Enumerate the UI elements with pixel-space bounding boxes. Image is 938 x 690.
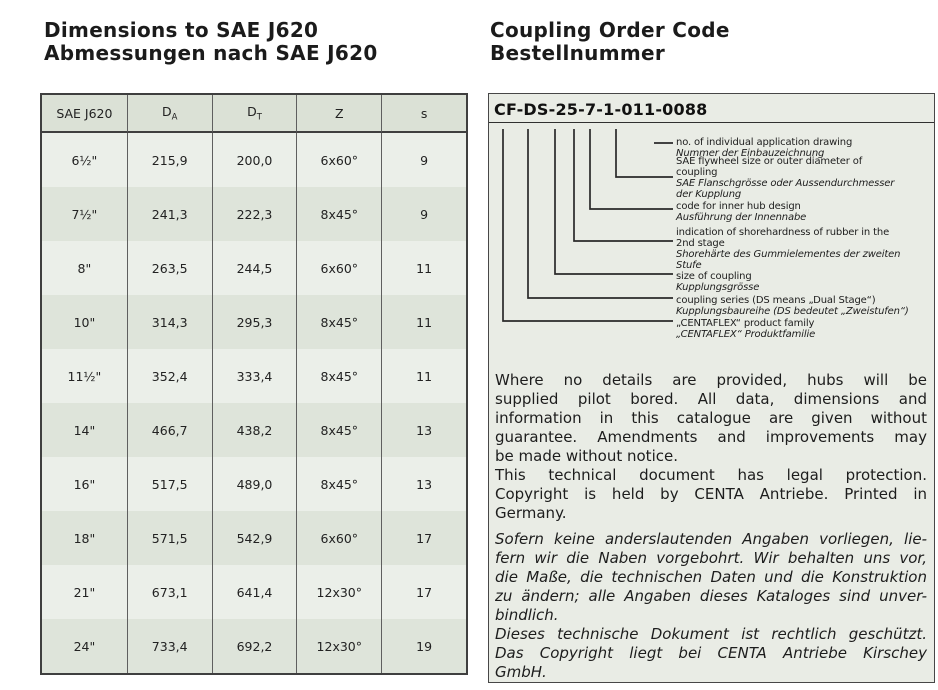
left-title-english: Dimensions to SAE J620 <box>44 18 319 42</box>
table-cell: 17 <box>381 565 466 619</box>
table-cell: 8x45° <box>296 349 381 403</box>
notice-line: zu ändern; alle Angaben dieses Kataloges sind unver- <box>495 587 927 605</box>
table-cell: 314,3 <box>127 295 212 349</box>
table-cell: 542,9 <box>212 511 297 565</box>
table-row <box>42 349 466 403</box>
label-line-german: der Kupplung <box>676 189 742 200</box>
notice-line: be made without notice. <box>495 447 678 465</box>
table-cell: 24" <box>42 619 127 673</box>
table-row <box>42 241 466 295</box>
notice-line: Das Copyright liegt bei CENTA Antriebe Kirschey <box>495 644 927 662</box>
notice-paragraph <box>495 466 927 523</box>
table-cell: 11½" <box>42 349 127 403</box>
notice-line: This technical document has legal protection. <box>495 466 927 484</box>
notice-line: Sofern keine anderslautenden Angaben vorliegen, lie- <box>495 530 927 548</box>
table-cell: 466,7 <box>127 403 212 457</box>
table-cell: 18" <box>42 511 127 565</box>
table-row <box>42 511 466 565</box>
table-cell: 9 <box>381 133 466 187</box>
table-row <box>42 133 466 187</box>
table-cell: 13 <box>381 457 466 511</box>
table-cell: 641,4 <box>212 565 297 619</box>
notice-line: bindlich. <box>495 606 559 624</box>
code-segment-label <box>676 318 931 340</box>
notice-line: die Maße, die technischen Daten und die Konstruktion <box>495 568 927 586</box>
column-header: Z <box>296 95 381 133</box>
table-cell: 14" <box>42 403 127 457</box>
notice-german <box>489 530 934 682</box>
table-row <box>42 187 466 241</box>
table-cell: 8x45° <box>296 295 381 349</box>
table-cell: 9 <box>381 187 466 241</box>
code-segment-label <box>676 295 931 317</box>
code-segment-label <box>676 271 931 293</box>
label-line-english: code for inner hub design <box>676 201 801 212</box>
table-cell: 12x30° <box>296 565 381 619</box>
table-cell: 7½" <box>42 187 127 241</box>
table-cell: 8" <box>42 241 127 295</box>
label-line-german: Shorehärte des Gummielementes der zweiten <box>676 249 901 260</box>
code-segment-label <box>676 201 931 223</box>
table-cell: 6x60° <box>296 241 381 295</box>
order-code: CF-DS-25-7-1-011-0088 <box>489 94 934 123</box>
table-cell: 8x45° <box>296 403 381 457</box>
table-cell: 489,0 <box>212 457 297 511</box>
table-cell: 263,5 <box>127 241 212 295</box>
right-title-german: Bestellnummer <box>490 41 666 65</box>
table-cell: 241,3 <box>127 187 212 241</box>
table-cell: 10" <box>42 295 127 349</box>
table-cell: 295,3 <box>212 295 297 349</box>
notice-paragraph <box>495 625 927 682</box>
left-section-title <box>44 19 378 65</box>
right-title-english: Coupling Order Code <box>490 18 730 42</box>
column-header: $D_T$ <box>212 95 297 133</box>
label-line-english: „CENTAFLEX“ product family <box>676 318 815 329</box>
table-cell: 11 <box>381 349 466 403</box>
table-cell: 19 <box>381 619 466 673</box>
notice-line: GmbH. <box>495 663 547 681</box>
label-line-german: Kupplungsgrösse <box>676 282 760 293</box>
label-line-english: size of coupling <box>676 271 752 282</box>
table-cell: 692,2 <box>212 619 297 673</box>
table-cell: 733,4 <box>127 619 212 673</box>
table-cell: 12x30° <box>296 619 381 673</box>
label-line-english: coupling <box>676 167 718 178</box>
table-cell: 11 <box>381 241 466 295</box>
code-segment-label <box>676 156 931 200</box>
label-line-german: Kupplungsbaureihe (DS bedeutet „Zweistufen“) <box>676 306 909 317</box>
notice-paragraph <box>495 530 927 625</box>
notice-line: Dieses technische Dokument ist rechtlich geschützt. <box>495 625 927 643</box>
notice-paragraph <box>495 371 927 466</box>
order-code-diagram <box>489 123 934 371</box>
column-header: s <box>381 95 466 133</box>
table-cell: 6x60° <box>296 511 381 565</box>
order-code-box <box>488 93 935 683</box>
table-cell: 673,1 <box>127 565 212 619</box>
label-line-german: Ausführung der Innennabe <box>676 212 807 223</box>
table-cell: 16" <box>42 457 127 511</box>
notice-line: guarantee. Amendments and improvements may <box>495 428 927 446</box>
sae-dimensions-table <box>40 93 468 675</box>
label-line-german: SAE Flanschgrösse oder Aussendurchmesser <box>676 178 895 189</box>
table-cell: 200,0 <box>212 133 297 187</box>
code-segment-label <box>676 227 931 271</box>
table-cell: 222,3 <box>212 187 297 241</box>
label-line-english: 2nd stage <box>676 238 725 249</box>
table-cell: 517,5 <box>127 457 212 511</box>
table-row <box>42 619 466 673</box>
table-cell: 6½" <box>42 133 127 187</box>
table-row <box>42 403 466 457</box>
table-cell: 333,4 <box>212 349 297 403</box>
table-cell: 21" <box>42 565 127 619</box>
label-line-german: Stufe <box>676 260 702 271</box>
right-section-title <box>490 19 730 65</box>
label-line-german: „CENTAFLEX“ Produktfamilie <box>676 329 816 340</box>
notice-line: Where no details are provided, hubs will be <box>495 371 927 389</box>
label-line-german: Nummer der Einbauzeichnung <box>676 148 825 159</box>
table-row <box>42 565 466 619</box>
column-header: SAE J620 <box>42 95 127 133</box>
table-cell: 244,5 <box>212 241 297 295</box>
notice-line: Germany. <box>495 504 567 522</box>
table-header-row <box>42 95 466 133</box>
table-cell: 438,2 <box>212 403 297 457</box>
label-line-english: indication of shorehardness of rubber in the <box>676 227 890 238</box>
table-cell: 8x45° <box>296 457 381 511</box>
column-header: $D_A$ <box>127 95 212 133</box>
notice-line: information in this catalogue are given without <box>495 409 927 427</box>
table-cell: 6x60° <box>296 133 381 187</box>
notice-line: fern wir die Naben vorgebohrt. Wir behalten uns vor, <box>495 549 927 567</box>
table-cell: 215,9 <box>127 133 212 187</box>
notice-english <box>489 371 934 523</box>
label-line-english: coupling series (DS means „Dual Stage“) <box>676 295 876 306</box>
table-row <box>42 457 466 511</box>
notice-line: supplied pilot bored. All data, dimensions and <box>495 390 927 408</box>
label-line-english: SAE flywheel size or outer diameter of <box>676 156 863 167</box>
label-line-english: no. of individual application drawing <box>676 137 853 148</box>
left-title-german: Abmessungen nach SAE J620 <box>44 41 378 65</box>
table-row <box>42 295 466 349</box>
table-cell: 352,4 <box>127 349 212 403</box>
table-cell: 11 <box>381 295 466 349</box>
notice-line: Copyright is held by CENTA Antriebe. Printed in <box>495 485 927 503</box>
table-cell: 571,5 <box>127 511 212 565</box>
table-cell: 8x45° <box>296 187 381 241</box>
table-cell: 17 <box>381 511 466 565</box>
table-cell: 13 <box>381 403 466 457</box>
